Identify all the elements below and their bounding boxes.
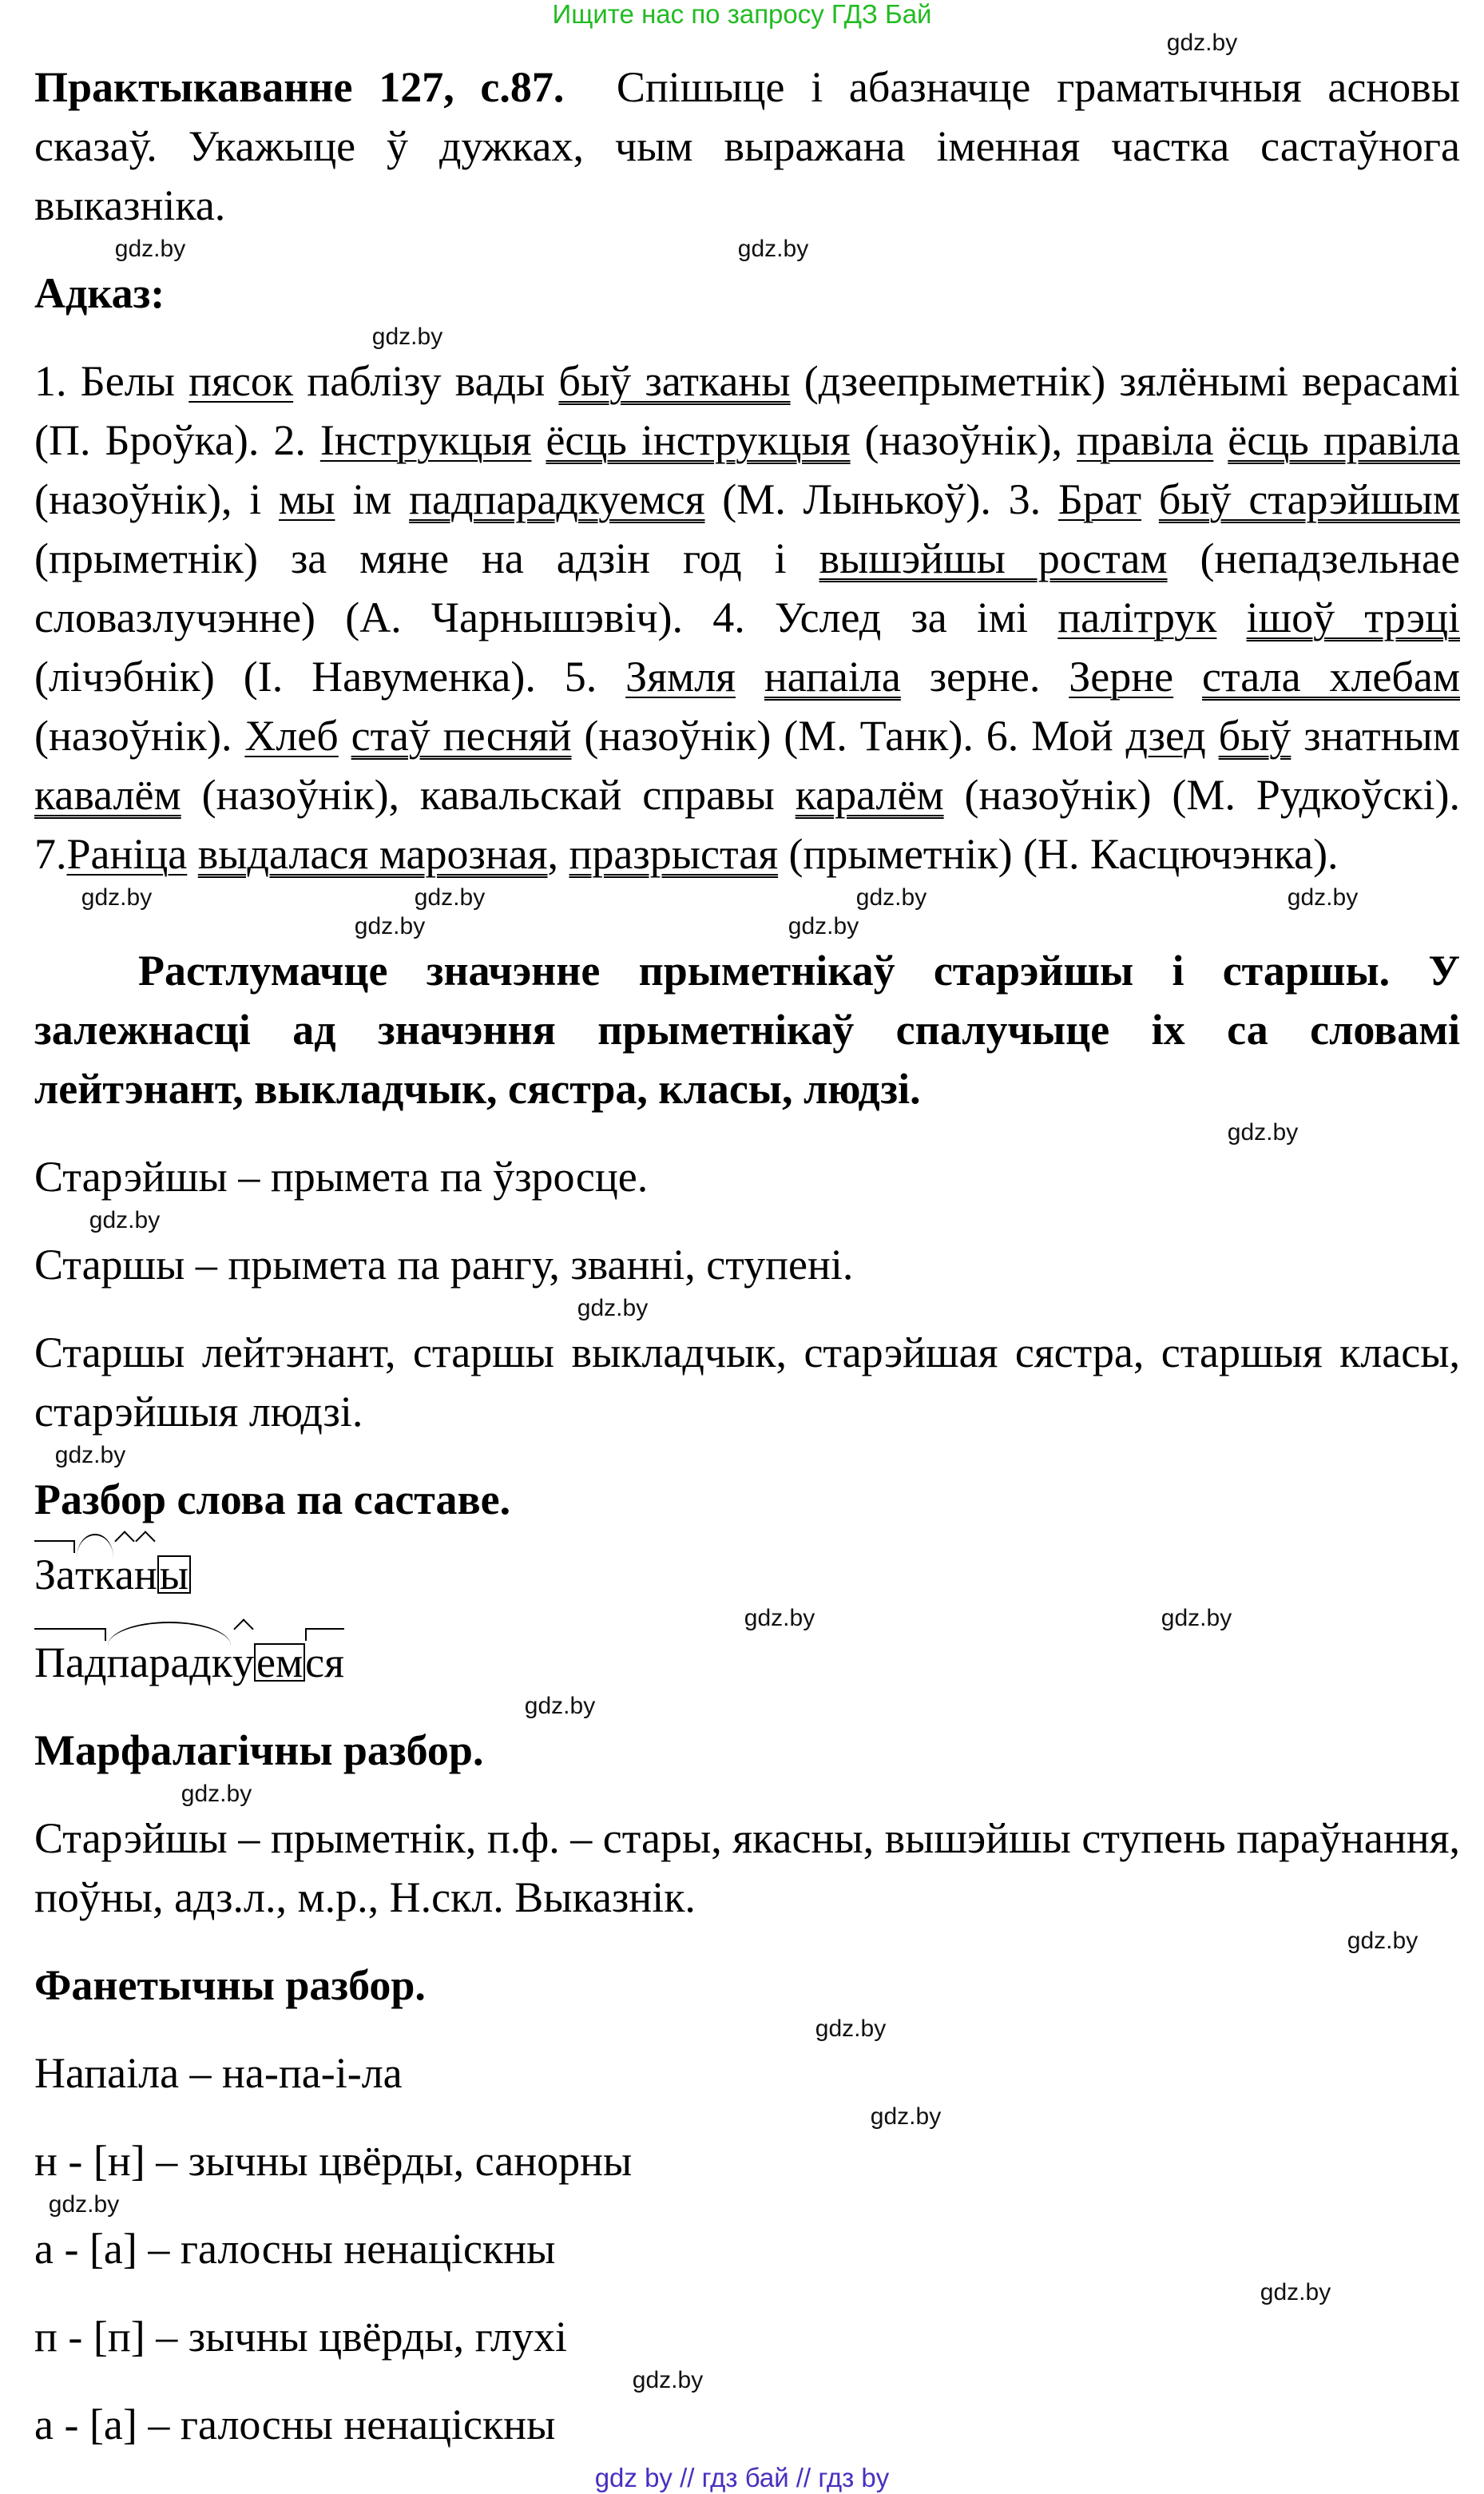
answer-text-segment: (назоўнік), кавальскай справы <box>181 771 796 819</box>
watermark: gdz.by <box>737 236 809 262</box>
answer-text-segment: (назоўнік) (М. Рудкоўскі). 7. <box>34 771 1460 878</box>
answer-text-segment: (назоўнік). <box>34 712 245 760</box>
subject: правіла <box>1077 416 1214 464</box>
suffix-mark: а <box>115 1545 134 1604</box>
predicate: вышэйшы ростам <box>819 534 1168 582</box>
predicate: стала хлебам <box>1202 653 1461 701</box>
watermark-row <box>34 884 1460 912</box>
watermark: gdz.by <box>632 2367 704 2393</box>
answer-text-segment <box>1216 594 1246 641</box>
answer-text-segment: ім <box>335 475 410 523</box>
answer-text-segment <box>531 416 546 464</box>
watermark-row <box>34 912 1460 941</box>
meaning-senior: Старшы – прымета па рангу, званні, ступені. <box>34 1241 854 1289</box>
watermark: gdz.by <box>577 1295 649 1321</box>
answer-text-segment: (прыметнік) за мяне на адзін год і <box>34 534 819 582</box>
answer-text-segment: (непадзельнае словазлучэнне) (А. Чарнышэвіч). 4. Услед за імі <box>34 534 1460 641</box>
prefix-mark: За <box>34 1545 75 1604</box>
subject: дзед <box>1125 712 1206 760</box>
answer-text-segment: (назоўнік) (М. Танк). 6. Мой <box>571 712 1126 760</box>
watermark-row <box>34 29 1460 58</box>
task-statement <box>34 58 1460 235</box>
morph-heading: Марфалагічны разбор. <box>34 1726 484 1774</box>
answer-text-segment <box>1173 653 1202 701</box>
root-mark: тк <box>75 1545 115 1604</box>
watermark-row <box>34 1441 1460 1470</box>
watermark-row <box>34 2103 1460 2131</box>
task-number: Практыкаванне 127, с.87. <box>34 63 565 111</box>
ending-box: ы <box>157 1555 191 1594</box>
answer-text-segment: (М. Лынькоў). 3. <box>704 475 1058 523</box>
predicate: быў старэйшым <box>1158 475 1460 523</box>
watermark-row <box>34 1294 1460 1323</box>
predicate: быў затканы <box>558 357 791 405</box>
watermark: gdz.by <box>855 884 927 911</box>
watermark: gdz.by <box>1166 30 1238 56</box>
predicate: каралём <box>795 771 944 819</box>
predicate: падпарадкуемся <box>409 475 705 523</box>
postfix-mark: ся <box>305 1633 344 1692</box>
prefix-mark: Пад <box>34 1633 106 1692</box>
search-banner[interactable]: Ищите нас по запросу ГДЗ Бай <box>552 0 932 29</box>
suffix-mark: у <box>232 1633 254 1692</box>
watermark-row <box>34 1780 1460 1809</box>
task2-statement: Растлумачце значэнне прыметнікаў старэйшы і старшы. У залежнасці ад значэння прыметнікаў спалучыце іх са словамі лейтэнант, выкладчык, сястра, класы, людзі. <box>34 947 1460 1113</box>
watermark-row <box>34 235 1460 264</box>
watermark: gdz.by <box>1161 1605 1232 1631</box>
watermark: gdz.by <box>371 324 443 350</box>
watermark: gdz.by <box>815 2015 887 2042</box>
predicate: выдалася марозная <box>197 830 548 878</box>
answer-text-segment <box>736 653 764 701</box>
answer-text-segment: , <box>547 830 569 878</box>
watermark: gdz.by <box>524 1693 596 1719</box>
answer-heading: Адказ: <box>34 269 165 317</box>
morpheme-word-padparadkuemsia <box>34 1633 1460 1692</box>
morph-text: Старэйшы – прыметнік, п.ф. – стары, якасны, вышэйшы ступень параўнання, поўны, адз.л., м.р., Н.скл. Выказнік. <box>34 1814 1460 1921</box>
watermark-row <box>34 2015 1460 2043</box>
footer-links[interactable]: gdz by // гдз бай // гдз by <box>594 2463 890 2492</box>
suffix-mark: н <box>134 1545 157 1604</box>
watermark: gdz.by <box>89 1207 161 1233</box>
phon-line: а - [а] – галосны ненаціскны <box>34 2401 556 2448</box>
watermark-row <box>34 1927 1460 1956</box>
watermark: gdz.by <box>48 2191 120 2218</box>
ending-box: ем <box>254 1643 305 1682</box>
watermark: gdz.by <box>1287 884 1359 911</box>
subject: Зерне <box>1069 653 1174 701</box>
watermark-row <box>34 2190 1460 2219</box>
watermark-row <box>34 1118 1460 1147</box>
watermark-row <box>34 1206 1460 1235</box>
watermark-row <box>34 2278 1460 2307</box>
answer-text-segment: (прыметнік) (Н. Касцючэнка). <box>778 830 1339 878</box>
answer-text-segment: (назоўнік), і <box>34 475 279 523</box>
predicate: быў <box>1218 712 1292 760</box>
watermark: gdz.by <box>870 2103 942 2130</box>
watermark-row <box>34 1692 1460 1721</box>
watermark: gdz.by <box>1260 2279 1331 2305</box>
predicate: ёсць інструкцыя <box>546 416 851 464</box>
subject: Інструкцыя <box>319 416 532 464</box>
answer-text-segment <box>339 712 351 760</box>
combinations-text: Старшы лейтэнант, старшы выкладчык, старэйшая сястра, старшыя класы, старэйшыя людзі. <box>34 1328 1460 1436</box>
morpheme-heading: Разбор слова па саставе. <box>34 1475 511 1523</box>
predicate: празрыстая <box>569 830 779 878</box>
predicate: ішоў трэці <box>1246 594 1460 641</box>
answer-text-segment <box>1141 475 1159 523</box>
predicate: напаіла <box>764 653 901 701</box>
subject: Зямля <box>625 653 736 701</box>
answer-text-segment <box>187 830 198 878</box>
watermark: gdz.by <box>1347 1928 1419 1954</box>
root-mark: парадк <box>106 1633 232 1692</box>
subject: Брат <box>1057 475 1142 523</box>
answer-text-segment: (дзеепрыметнік) зялёнымі верасамі (П. Броўка). 2. <box>34 357 1460 464</box>
watermark: gdz.by <box>744 1605 815 1631</box>
watermark: gdz.by <box>54 1442 126 1468</box>
predicate: ёсць правіла <box>1228 416 1461 464</box>
answer-text-segment: знатным <box>1291 712 1460 760</box>
phon-heading: Фанетычны разбор. <box>34 1961 426 2009</box>
subject: Раніца <box>66 830 188 878</box>
subject: Хлеб <box>244 712 339 760</box>
subject: мы <box>279 475 335 523</box>
watermark: gdz.by <box>788 913 859 939</box>
answer-text-segment <box>1206 712 1219 760</box>
watermark: gdz.by <box>81 884 153 911</box>
phon-line: п - [п] – зычны цвёрды, глухі <box>34 2313 567 2361</box>
answer-text-segment: (лічэбнік) (І. Навуменка). 5. <box>34 653 626 701</box>
watermark: gdz.by <box>414 884 486 911</box>
predicate: кавалём <box>34 771 181 819</box>
phon-line: н - [н] – зычны цвёрды, санорны <box>34 2137 633 2185</box>
watermark: gdz.by <box>354 913 426 939</box>
answer-text-segment: паблізу вады <box>293 357 559 405</box>
watermark: gdz.by <box>181 1781 252 1807</box>
answer-text-segment: зерне. <box>900 653 1069 701</box>
subject: пясок <box>188 357 294 405</box>
task-text: Спішыце і абазначце граматычныя асновы сказаў. Укажыце ў дужках, чым выражана іменная частка састаўнога выказніка. <box>34 63 1460 229</box>
watermark: gdz.by <box>1227 1119 1299 1146</box>
predicate: стаў песняй <box>351 712 572 760</box>
morpheme-word-zatkany <box>34 1545 1460 1604</box>
meaning-older: Старэйшы – прымета па ўзросце. <box>34 1153 649 1201</box>
phon-line: а - [а] – галосны ненаціскны <box>34 2225 556 2273</box>
watermark-row <box>34 323 1460 351</box>
subject: палітрук <box>1057 594 1217 641</box>
answer-text <box>34 351 1460 884</box>
phon-line: Напаіла – на-па-і-ла <box>34 2049 403 2097</box>
answer-text-segment: (назоўнік), <box>850 416 1077 464</box>
answer-text-segment <box>1213 416 1228 464</box>
answer-text-segment: 1. Белы <box>34 357 189 405</box>
watermark: gdz.by <box>114 236 186 262</box>
watermark-row <box>34 2366 1460 2395</box>
